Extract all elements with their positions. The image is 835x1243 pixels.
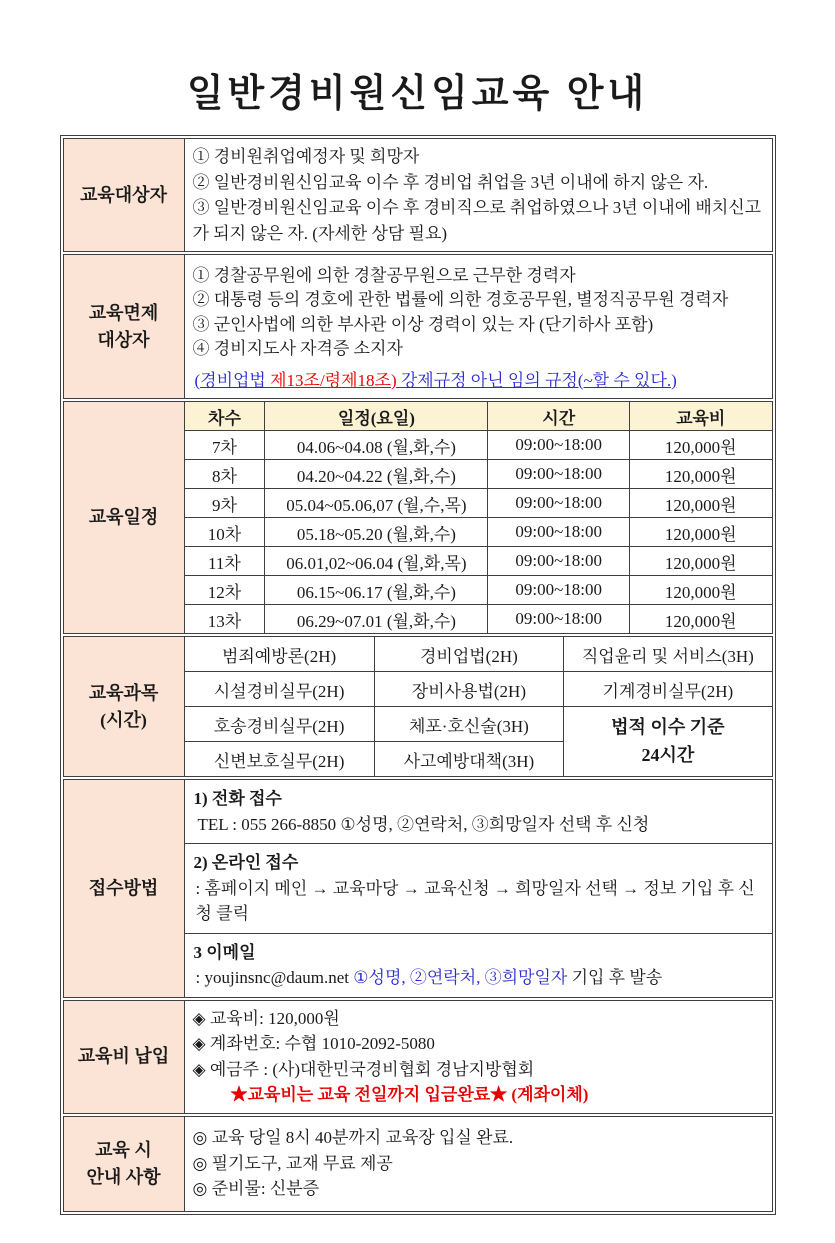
text-line: ◈ 계좌번호: 수협 1010-2092-5080 xyxy=(192,1034,435,1053)
section-target xyxy=(63,138,773,252)
table-cell: 12차 xyxy=(185,576,265,605)
section-label-target xyxy=(64,139,185,251)
table-cell: 09:00~18:00 xyxy=(488,605,629,634)
email-suffix: 기입 후 발송 xyxy=(567,968,663,987)
section-content-target xyxy=(185,139,772,251)
table-cell: 11차 xyxy=(185,547,265,576)
notice-lines xyxy=(185,1120,772,1207)
table-cell: 06.01,02~06.04 (월,화,목) xyxy=(265,547,488,576)
exemption-lines xyxy=(185,259,772,366)
schedule-header-fee: 교육비 xyxy=(629,402,771,431)
section-application xyxy=(63,779,773,998)
section-content-application xyxy=(185,780,772,997)
section-content-exemption xyxy=(185,255,772,398)
table-cell: 체포·호신술(3H) xyxy=(374,707,564,742)
section-content-notice xyxy=(185,1117,772,1211)
table-cell: 신변보호실무(2H) xyxy=(185,742,375,777)
table-cell: 120,000원 xyxy=(629,518,771,547)
table-cell: 120,000원 xyxy=(629,547,771,576)
table-cell: 06.29~07.01 (월,화,수) xyxy=(265,605,488,634)
label-text: 대상자 xyxy=(97,329,150,350)
text-line: ◎ 교육 당일 8시 40분까지 교육장 입실 완료. xyxy=(192,1128,514,1148)
table-row xyxy=(185,518,772,547)
table-cell: 120,000원 xyxy=(629,460,771,489)
text-line: ① 경찰공무원에 의한 경찰공무원으로 근무한 경력자 xyxy=(192,266,576,286)
text-line: ◎ 준비물: 신분증 xyxy=(192,1179,320,1199)
target-lines xyxy=(185,139,772,251)
section-label-payment xyxy=(64,1001,185,1113)
table-row xyxy=(185,547,772,576)
table-cell: 04.06~04.08 (월,화,수) xyxy=(265,431,488,460)
table-cell: 120,000원 xyxy=(629,431,771,460)
table-cell: 10차 xyxy=(185,518,265,547)
exemption-note xyxy=(185,366,772,394)
section-label-subjects xyxy=(64,637,185,776)
table-cell: 120,000원 xyxy=(664,611,737,631)
text-line: ④ 경비지도사 자격증 소지자 xyxy=(192,338,403,358)
legal-hours-cell xyxy=(564,707,772,777)
online-heading: 2) 온라인 접수 xyxy=(193,853,299,872)
table-row xyxy=(185,576,772,605)
email-line xyxy=(194,965,763,991)
label-text: 교육 시 xyxy=(95,1139,152,1160)
online-line: : 홈페이지 메인 → 교육마당 → 교육신청 → 희망일자 선택 → 정보 기입 후 신청 클릭 xyxy=(195,878,755,923)
table-cell: 8차 xyxy=(185,460,265,489)
table-row xyxy=(185,605,772,634)
table-cell: 06.15~06.17 (월,화,수) xyxy=(265,576,488,605)
schedule-header-dates: 일정(요일) xyxy=(265,402,488,431)
table-cell: 05.04~05.06,07 (월,수,목) xyxy=(265,489,488,518)
table-cell: 120,000원 xyxy=(629,489,771,518)
section-content-schedule xyxy=(185,402,772,633)
legal-hours-line1: 법적 이수 기준 xyxy=(611,716,725,737)
table-cell: 장비사용법(2H) xyxy=(374,672,564,707)
label-text: 접수방법 xyxy=(88,877,159,898)
label-text: 교육일정 xyxy=(88,507,159,527)
table-cell: 범죄예방론(2H) xyxy=(185,637,375,672)
section-payment xyxy=(63,1000,773,1114)
table-cell: 09:00~18:00 xyxy=(488,576,629,605)
email-required-fields: ①성명, ②연락처, ③희망일자 xyxy=(353,968,568,987)
note-blue-1: (경비업법 xyxy=(194,370,271,390)
text-line: ③ 일반경비원신임교육 이수 후 경비직으로 취업하였으나 3년 이내에 배치신고가 되지 않은 자. (자세한 상담 필요) xyxy=(192,198,762,243)
label-text: 안내 사항 xyxy=(86,1166,161,1187)
table-cell: 120,000원 xyxy=(629,576,771,605)
text-line: ◈ 교육비: 120,000원 xyxy=(192,1008,340,1028)
table-cell: 13차 xyxy=(185,605,265,634)
application-email xyxy=(185,933,772,997)
section-subjects xyxy=(63,636,773,777)
section-label-schedule xyxy=(64,402,185,633)
section-schedule xyxy=(63,401,773,634)
text-line: ② 대통령 등의 경호에 관한 법률에 의한 경호공무원, 별정직공무원 경력자 xyxy=(192,290,729,310)
schedule-header-round: 차수 xyxy=(185,402,265,431)
table-cell: 기계경비실무(2H) xyxy=(564,672,772,707)
table-cell: 경비업법(2H) xyxy=(374,637,564,672)
table-cell: 호송경비실무(2H) xyxy=(185,707,375,742)
document-table xyxy=(60,135,776,1215)
table-row xyxy=(185,707,772,742)
table-row xyxy=(185,431,772,460)
note-red: 제13조/령제18조) xyxy=(270,370,397,390)
table-row xyxy=(185,672,772,707)
table-cell: 05.18~05.20 (월,화,수) xyxy=(265,518,488,547)
section-content-subjects xyxy=(185,637,772,776)
label-text: (시간) xyxy=(100,709,147,730)
table-cell: 09:00~18:00 xyxy=(488,460,629,489)
table-cell: 09:00~18:00 xyxy=(488,489,629,518)
section-exemption xyxy=(63,254,773,399)
schedule-header-time: 시간 xyxy=(488,402,629,431)
table-cell: 04.20~04.22 (월,화,수) xyxy=(265,460,488,489)
schedule-header-row xyxy=(185,402,772,431)
section-content-payment xyxy=(185,1001,772,1113)
text-line: ② 일반경비원신임교육 이수 후 경비업 취업을 3년 이내에 하지 않은 자. xyxy=(192,172,709,192)
application-phone xyxy=(185,780,772,843)
section-label-exemption xyxy=(64,255,185,398)
table-row xyxy=(185,637,772,672)
section-notice xyxy=(63,1116,773,1212)
table-cell: 7차 xyxy=(185,431,265,460)
text-line: ③ 군인사법에 의한 부사관 이상 경력이 있는 자 (단기하사 포함) xyxy=(192,314,654,334)
table-cell: 시설경비실무(2H) xyxy=(185,672,375,707)
table-cell: 09:00~18:00 xyxy=(488,518,629,547)
payment-warning: ★교육비는 교육 전일까지 입금완료★ (계좌이체) xyxy=(230,1085,589,1104)
email-address: : youjinsnc@daum.net xyxy=(195,968,354,987)
label-text: 교육과목 xyxy=(88,682,159,703)
email-heading: 3 이메일 xyxy=(193,942,256,962)
label-text: 교육면제 xyxy=(88,302,159,323)
table-cell: 9차 xyxy=(185,489,265,518)
application-online xyxy=(185,843,772,933)
table-cell: 사고예방대책(3H) xyxy=(374,742,564,777)
phone-line: TEL : 055 266-8850 ①성명, ②연락처, ③희망일자 선택 후 신청 xyxy=(197,814,650,834)
table-cell: 09:00~18:00 xyxy=(488,431,629,460)
section-label-notice xyxy=(64,1117,185,1211)
note-blue-2: 강제규정 아닌 임의 규정(~할 수 있다.) xyxy=(396,370,677,390)
table-row xyxy=(185,489,772,518)
table-cell: 09:00~18:00 xyxy=(488,547,629,576)
section-label-application xyxy=(64,780,185,997)
label-text: 교육대상자 xyxy=(80,184,167,205)
text-line: ① 경비원취업예정자 및 희망자 xyxy=(192,147,420,166)
table-cell: 직업윤리 및 서비스(3H) xyxy=(564,637,772,672)
page-title: 일반경비원신임교육 안내 xyxy=(186,73,649,115)
text-line: ◈ 예금주 : (사)대한민국경비협회 경남지방협회 xyxy=(192,1059,535,1079)
table-row xyxy=(185,460,772,489)
legal-hours-line2: 24시간 xyxy=(641,744,695,765)
label-text: 교육비 납입 xyxy=(77,1046,170,1066)
phone-heading: 1) 전화 접수 xyxy=(193,789,282,808)
payment-lines xyxy=(185,1001,772,1113)
schedule-table xyxy=(185,402,772,633)
text-line: ◎ 필기도구, 교재 무료 제공 xyxy=(192,1153,393,1173)
subjects-table xyxy=(185,637,772,776)
